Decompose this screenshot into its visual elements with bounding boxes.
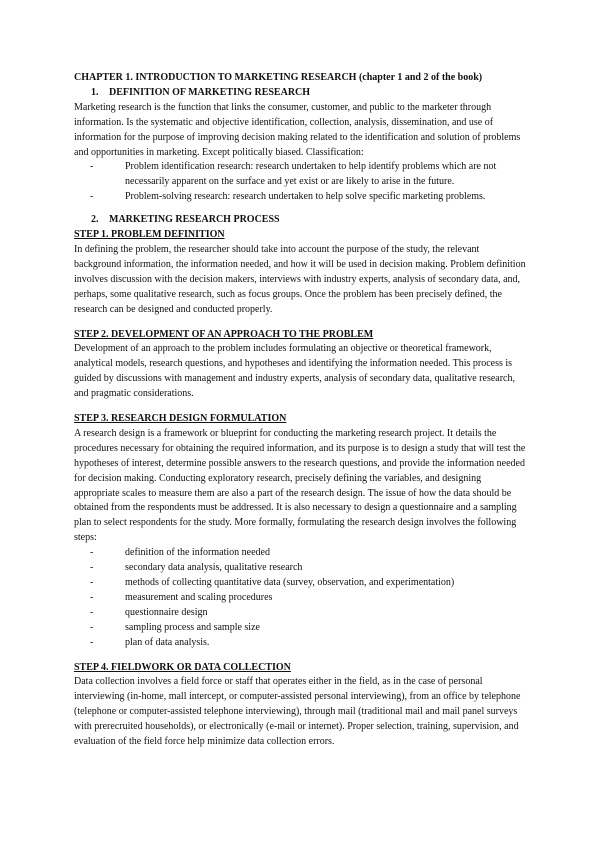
list-item	[74, 621, 526, 636]
step-2-body: Development of an approach to the problem includes formulating an objective or theoretical framework, analytical models, research questions, and hypotheses and identifying the information needed. This process is guided by discussions with management and industry experts, analysis of secondary data, qualitative research, and pragmatic considerations.	[74, 343, 515, 400]
bullet-dash: -	[90, 547, 94, 559]
section-1-heading	[74, 86, 526, 101]
bullet-dash: -	[90, 606, 94, 618]
list-item	[74, 190, 526, 205]
bullet-dash: -	[90, 621, 94, 633]
step-4-body: Data collection involves a field force or staff that operates either in the field, as in the case of personal interviewing (in-home, mall intercept, or computer-assisted personal interviewing), from an office by telephone (telephone or computer-assisted telephone interviewing), through mail (traditional mail and mail panel surveys with prerecruited households), or electronically (e-mail or internet). Proper selection, training, supervision, and evaluation of the field force help minimize data collection errors.	[74, 676, 521, 748]
list-item-text: questionnaire design	[125, 606, 208, 618]
list-item-text: Problem identification research: research undertaken to help identify problems which are not necessarily apparent on the surface and yet exist or are likely to arise in the future.	[125, 161, 497, 188]
list-item	[74, 591, 526, 606]
step-1-heading: STEP 1. PROBLEM DEFINITION	[74, 229, 225, 241]
step-3-body: A research design is a framework or blueprint for conducting the marketing research project. It details the procedures necessary for obtaining the required information, and its purpose is to design a study that will test the hypotheses of interest, determine possible answers to the research questions, and provide the information needed for decision making. Conducting exploratory research, precisely defining the variables, and designing appropriate scales to measure them are also a part of the research design. The issue of how the data should be obtained from the respondents must be addressed. It is also necessary to design a questionnaire and a sampling plan to select respondents for the study. More formally, formulating the research design involves the following steps:	[74, 427, 526, 544]
section-2-title: MARKETING RESEARCH PROCESS	[109, 214, 280, 226]
list-item-text: Problem-solving research: research undertaken to help solve specific marketing problems.	[125, 191, 486, 203]
step-4-heading: STEP 4. FIELDWORK OR DATA COLLECTION	[74, 661, 291, 673]
list-item-text: plan of data analysis.	[125, 636, 210, 648]
section-2-heading	[74, 213, 526, 228]
list-item	[74, 160, 526, 190]
step-3-heading: STEP 3. RESEARCH DESIGN FORMULATION	[74, 413, 287, 425]
bullet-dash: -	[90, 577, 94, 588]
list-item-text: definition of the information needed	[125, 547, 270, 559]
list-item	[74, 561, 526, 576]
list-item	[74, 636, 526, 651]
list-item	[74, 606, 526, 621]
section-1-title: DEFINITION OF MARKETING RESEARCH	[109, 86, 311, 98]
list-item-text: secondary data analysis, qualitative research	[125, 562, 303, 574]
list-item-text: methods of collecting quantitative data (survey, observation, and experimentation)	[125, 577, 455, 588]
list-item	[74, 576, 526, 591]
bullet-dash: -	[90, 562, 94, 574]
classification-list	[74, 160, 526, 205]
research-design-steps-list	[74, 546, 526, 650]
section-2-number: 2.	[91, 214, 99, 226]
list-item	[74, 546, 526, 561]
bullet-dash: -	[90, 636, 94, 648]
bullet-dash: -	[90, 591, 94, 603]
bullet-dash: -	[90, 191, 94, 203]
list-item-text: sampling process and sample size	[125, 621, 260, 633]
bullet-dash: -	[90, 161, 94, 173]
step-1-body: In defining the problem, the researcher should take into account the purpose of the study, the relevant background information, the information needed, and how it will be used in decision making. Problem definition involves discussion with the decision makers, interviews with industry experts, analysis of secondary data, and, perhaps, some qualitative research, such as focus groups. Once the problem has been precisely defined, the research can be designed and conducted properly.	[74, 243, 526, 315]
step-2-heading: STEP 2. DEVELOPMENT OF AN APPROACH TO THE PROBLEM	[74, 328, 374, 340]
list-item-text: measurement and scaling procedures	[125, 591, 273, 603]
section-1-body: Marketing research is the function that links the consumer, customer, and public to the marketer through information. Is the systematic and objective identification, collection, analysis, dissemination, and use of information for the purpose of improving decision making related to the identification and solution of problems and opportunities in marketing. Except politically biased. Classification:	[74, 101, 521, 158]
section-1-number: 1.	[91, 86, 99, 98]
chapter-title: CHAPTER 1. INTRODUCTION TO MARKETING RESEARCH (chapter 1 and 2 of the book)	[74, 72, 483, 83]
